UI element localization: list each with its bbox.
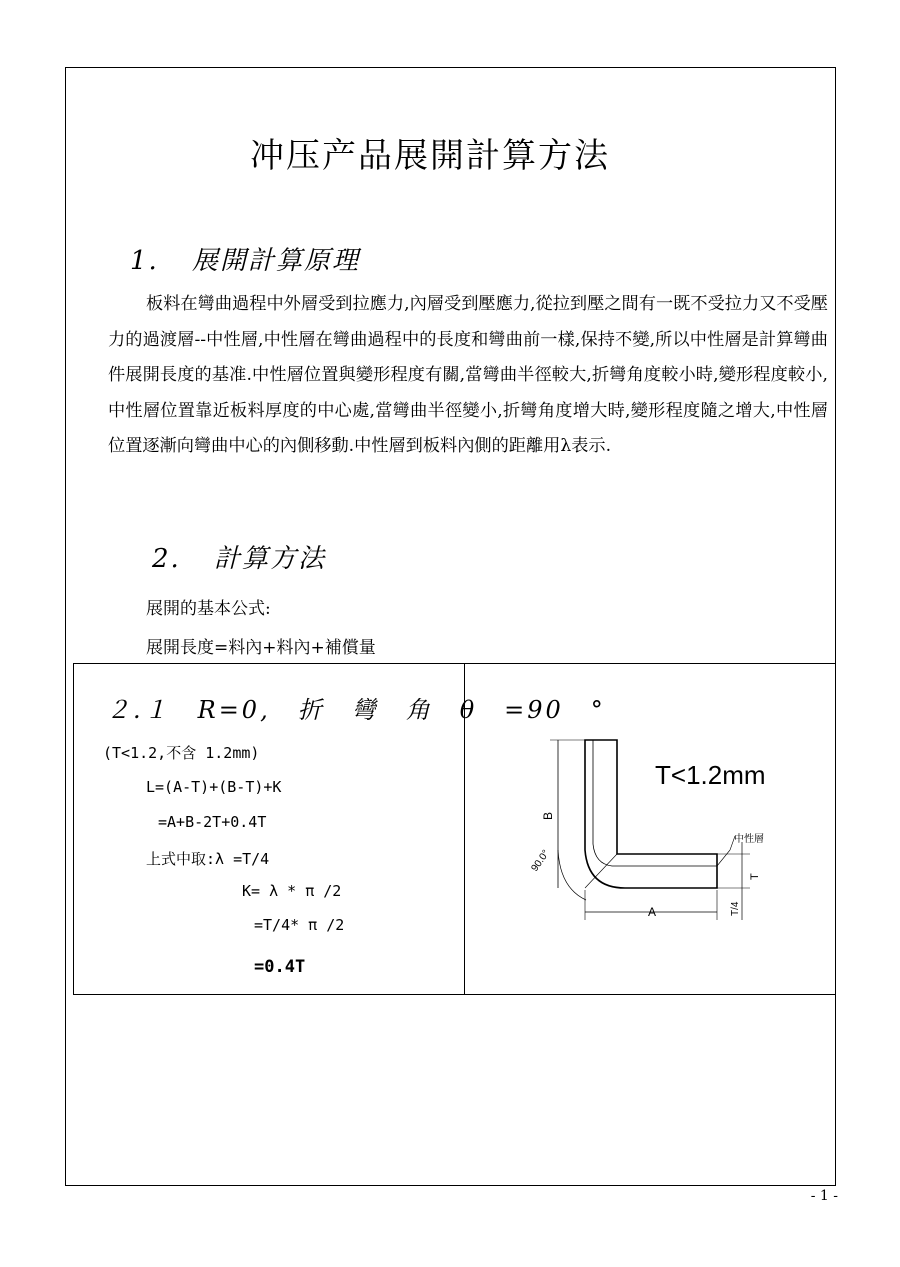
document-title: 冲压产品展開計算方法 bbox=[250, 136, 610, 176]
section-1-title: 展開計算原理 bbox=[192, 246, 361, 276]
page-frame bbox=[65, 67, 836, 1186]
section-2-title: 計算方法 bbox=[214, 544, 327, 574]
angle-arc bbox=[558, 850, 586, 900]
section-2-heading bbox=[152, 538, 326, 575]
section-1-heading bbox=[130, 240, 360, 277]
neutral-leader bbox=[717, 850, 730, 866]
case-2-1-heading: ２.１ R=0, 折 彎 角 θ =90 ° bbox=[106, 696, 606, 724]
basic-formula: 展開長度=料內+料內+補償量 bbox=[146, 638, 376, 658]
label-b: B bbox=[541, 811, 555, 820]
label-t: T bbox=[749, 873, 761, 880]
section-2-number: 2. bbox=[152, 544, 181, 574]
principle-paragraph: 板料在彎曲過程中外層受到拉應力,內層受到壓應力,從拉到壓之間有一既不受拉力又不受壓力的過渡層--中性層,中性層在彎曲過程中的長度和彎曲前一樣,保持不變,所以中性層是計算彎曲件展開長度的基准.中性層位置與變形程度有關,當彎曲半徑較大,折彎角度較小時,變形程度較小,中性層位置靠近板料厚度的中心處,當彎曲半徑變小,折彎角度增大時,變形程度隨之增大,中性層位置逐漸向彎曲中心的內側移動.中性層到板料內側的距離用λ表示. bbox=[108, 294, 828, 456]
formula-line-2: =A+B-2T+0.4T bbox=[158, 813, 267, 831]
label-a: A bbox=[648, 905, 657, 919]
formula-line-1: L=(A-T)+(B-T)+K bbox=[146, 778, 282, 796]
basic-formula-label: 展開的基本公式: bbox=[146, 599, 271, 619]
section-1-number: 1. bbox=[130, 246, 159, 276]
page-number: - 1 - bbox=[810, 1188, 838, 1204]
label-angle: 90.0° bbox=[529, 848, 552, 874]
formula-line-4: K= λ * π /2 bbox=[242, 882, 342, 900]
formula-line-5: =T/4* π /2 bbox=[254, 916, 345, 934]
formula-line-3: 上式中取:λ =T/4 bbox=[146, 850, 270, 868]
case-condition: (T<1.2,不含 1.2mm) bbox=[103, 744, 260, 762]
label-neutral: 中性層 bbox=[734, 834, 764, 845]
diagram-title: T<1.2mm bbox=[655, 760, 766, 790]
bend-diagram bbox=[520, 730, 820, 930]
label-t4: T/4 bbox=[730, 901, 741, 916]
formula-line-6: =0.4T bbox=[254, 957, 306, 977]
neutral-layer-line bbox=[593, 740, 717, 866]
